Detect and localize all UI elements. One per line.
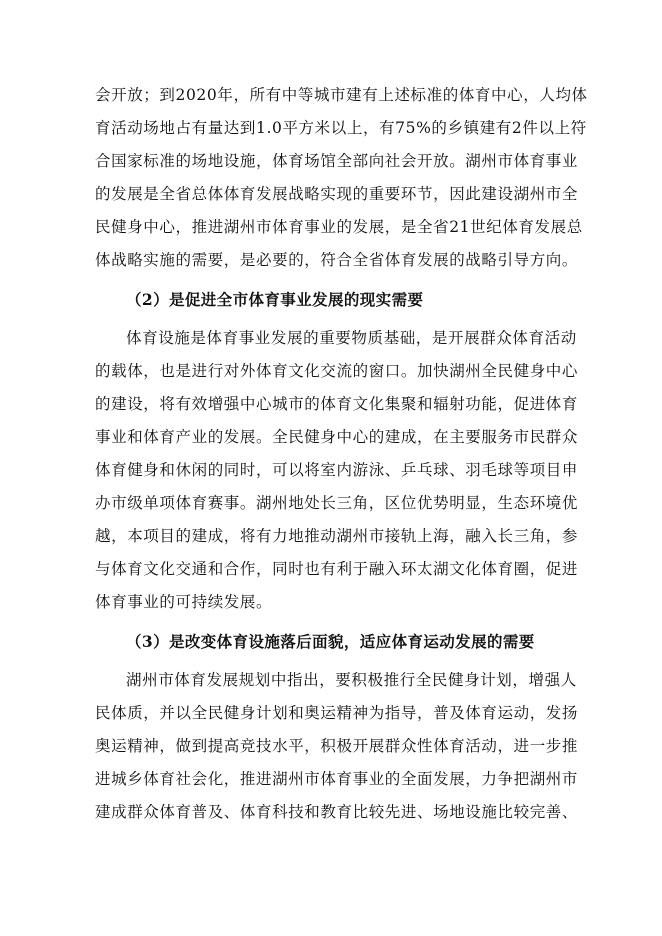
paragraph-2-line-5: 体育健身和休闲的同时，可以将室内游泳、乒乓球、羽毛球等项目申 [95,461,579,479]
paragraph-2-line-1: 体育设施是体育事业发展的重要物质基础，是开展群众体育活动 [126,329,577,347]
paragraph-3-line-5: 建成群众体育普及、体育科技和教育比较先进、场地设施比较完善、 [95,803,579,821]
paragraph-1-line-6: 体战略实施的需要，是必要的，符合全省体育发展的战略引导方向。 [95,251,579,269]
section-heading-3: （3）是改变体育设施落后面貌，适应体育运动发展的需要 [126,632,535,651]
paragraph-3-line-1: 湖州市体育发展规划中指出，要积极推行全民健身计划，增强人 [126,671,577,689]
paragraph-2-line-2: 的载体，也是进行对外体育文化交流的窗口。加快湖州全民健身中心 [95,362,579,380]
section-heading-2: （2）是促进全市体育事业发展的现实需要 [126,290,424,309]
paragraph-2-line-9: 体育事业的可持续发展。 [95,593,273,611]
paragraph-3-line-3: 奥运精神，做到提高竞技水平，积极开展群众性体育活动，进一步推 [95,737,579,755]
paragraph-2-line-7: 越，本项目的建成，将有力地推动湖州市接轨上海，融入长三角，参 [95,527,579,545]
paragraph-1-line-4: 的发展是全省总体体育发展战略实现的重要环节，因此建设湖州市全 [95,185,579,203]
paragraph-2-line-4: 事业和体育产业的发展。全民健身中心的建成，在主要服务市民群众 [95,428,579,446]
paragraph-3-line-2: 民体质，并以全民健身计划和奥运精神为指导，普及体育运动，发扬 [95,704,579,722]
paragraph-1-line-1: 会开放；到2020年，所有中等城市建有上述标准的体育中心，人均体 [95,86,588,104]
paragraph-2-line-6: 办市级单项体育赛事。湖州地处长三角，区位优势明显，生态环境优 [95,494,579,512]
paragraph-3-line-4: 进城乡体育社会化，推进湖州市体育事业的全面发展，力争把湖州市 [95,770,579,788]
paragraph-2-line-3: 的建设，将有效增强中心城市的体育文化集聚和辐射功能，促进体育 [95,395,579,413]
paragraph-2-line-8: 与体育文化交通和合作，同时也有利于融入环太湖文化体育圈，促进 [95,560,579,578]
paragraph-1-line-2: 育活动场地占有量达到1.0平方米以上，有75%的乡镇建有2件以上符 [95,119,587,137]
paragraph-1-line-3: 合国家标准的场地设施，体育场馆全部向社会开放。湖州市体育事业 [95,152,579,170]
paragraph-1-line-5: 民健身中心，推进湖州市体育事业的发展，是全省21世纪体育发展总 [95,218,583,236]
